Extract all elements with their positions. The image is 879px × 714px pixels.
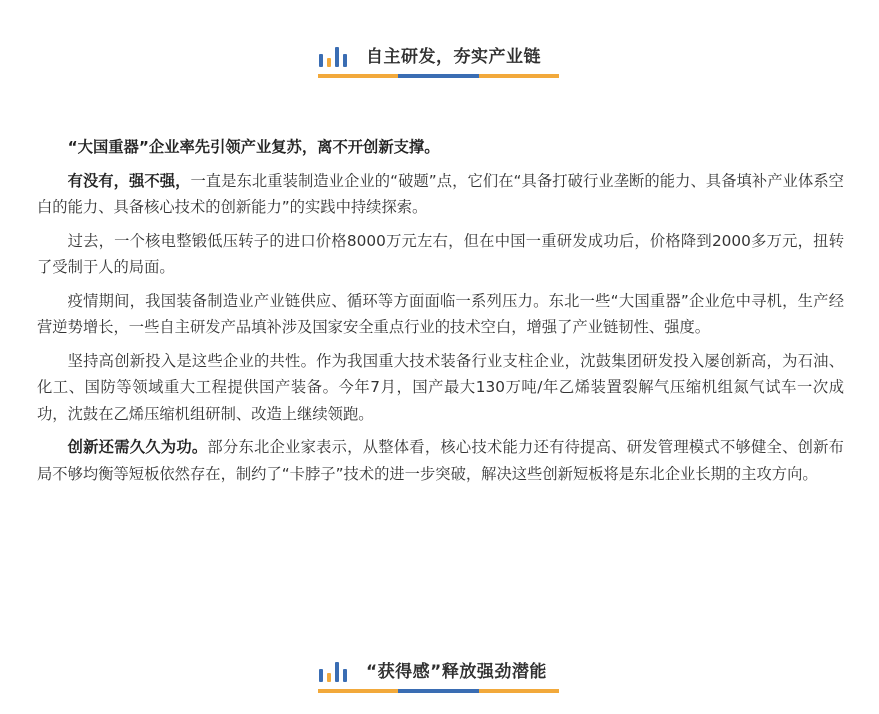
paragraph-text: 一直是东北重装制造业企业的“破题”点，它们在“具备打破行业垄断的能力、具备填补产业体系空白的能力、具备核心技术的创新能力”的实践中持续探索。 [37, 171, 844, 216]
paragraph-3 [37, 228, 844, 281]
section-header-innovation [318, 38, 559, 78]
paragraph-lead: 创新还需久久为功。 [67, 438, 208, 456]
paragraph-4 [37, 288, 844, 341]
section-underline [318, 689, 559, 693]
paragraph-5 [37, 348, 844, 428]
section-title: 自主研发，夯实产业链 [366, 47, 541, 67]
paragraph-6 [37, 434, 844, 487]
paragraph-text: 疫情期间，我国装备制造业产业链供应、循环等方面面临一系列压力。东北一些“大国重器”企业危中寻机，生产经营逆势增长，一些自主研发产品填补涉及国家安全重点行业的技术空白，增强了产业链韧性、强度。 [37, 291, 844, 336]
paragraph-text: 部分东北企业家表示，从整体看，核心技术能力还有待提高、研发管理模式不够健全、创新布局不够均衡等短板依然存在，制约了“卡脖子”技术的进一步突破，解决这些创新短板将是东北企业长期的主攻方向。 [37, 438, 844, 483]
paragraph-lead: 有没有，强不强， [67, 171, 191, 190]
paragraph-2 [37, 168, 844, 221]
section-underline [318, 74, 559, 78]
section-header-gain [318, 653, 559, 693]
paragraph-1 [37, 134, 844, 161]
paragraph-text: 坚持高创新投入是这些企业的共性。作为我国重大技术装备行业支柱企业，沈鼓集团研发投入屡创新高，为石油、化工、国防等领域重大工程提供国产装备。今年7月，国产最大130万吨/年乙烯装置裂解气压缩机组氮气试车一次成功，沈鼓在乙烯压缩机组研制、改造上继续领跑。 [37, 351, 844, 423]
bar-chart-icon [319, 47, 352, 67]
article-body [37, 134, 844, 494]
paragraph-lead: “大国重器”企业率先引领产业复苏，离不开创新支撑。 [67, 138, 440, 156]
paragraph-text: 过去，一个核电整锻低压转子的进口价格8000万元左右，但在中国一重研发成功后，价格降到2000多万元，扭转了受制于人的局面。 [37, 231, 844, 276]
section-title: “获得感”释放强劲潜能 [366, 662, 547, 682]
bar-chart-icon [319, 662, 352, 682]
